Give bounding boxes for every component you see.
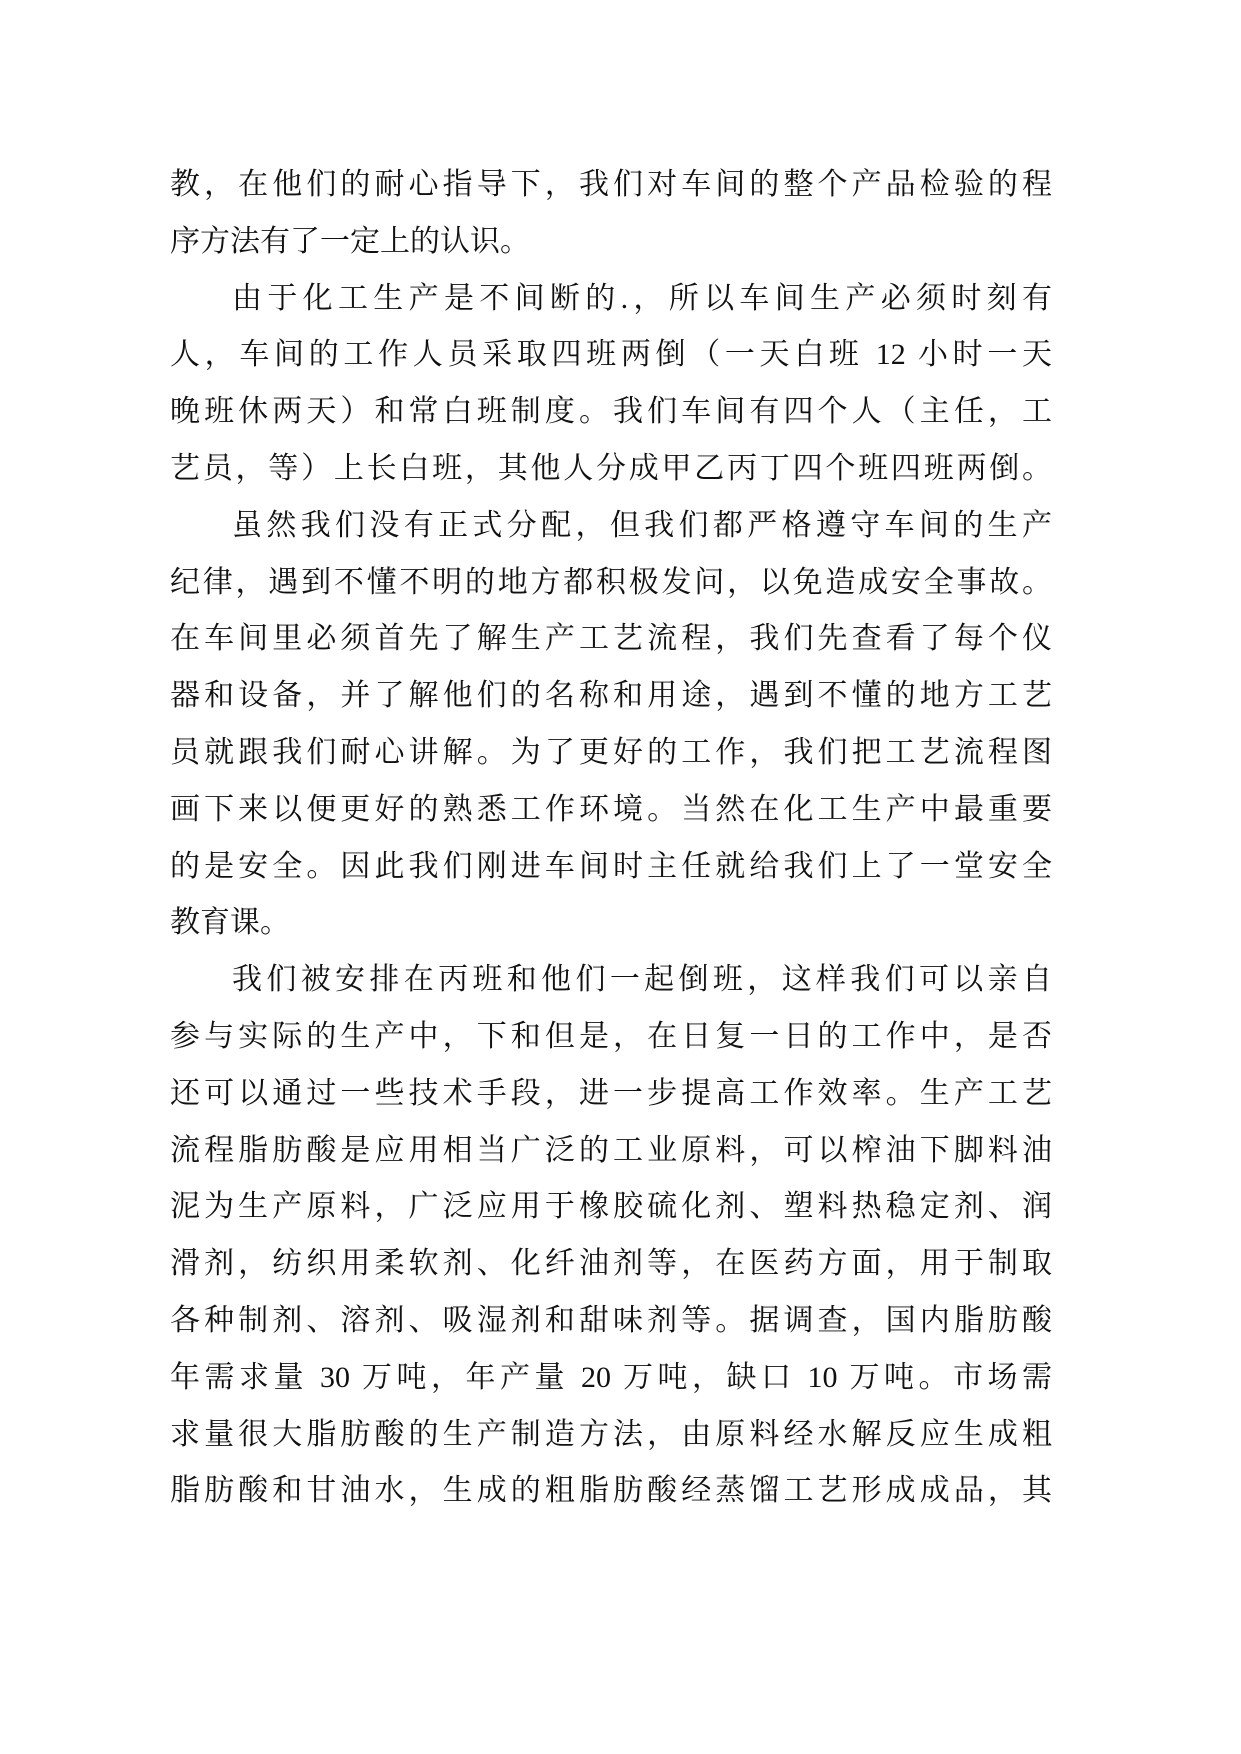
text-line: 流程脂肪酸是应用相当广泛的工业原料，可以榨油下脚料油: [170, 1133, 1052, 1167]
paragraph-continued: [170, 157, 1052, 271]
paragraph-production-process: [170, 952, 1052, 1520]
text-line: 教育课。: [170, 906, 290, 940]
text-line: 晚班休两天）和常白班制度。我们车间有四个人（主任，工: [170, 395, 1052, 429]
text-line: 虽然我们没有正式分配，但我们都严格遵守车间的生产: [232, 508, 1052, 542]
text-line: 器和设备，并了解他们的名称和用途，遇到不懂的地方工艺: [170, 679, 1052, 713]
text-line: 我们被安排在丙班和他们一起倒班，这样我们可以亲自: [232, 963, 1052, 997]
paragraph-shift-schedule: [170, 271, 1052, 498]
text-line: 脂肪酸和甘油水，生成的粗脂肪酸经蒸馏工艺形成成品，其: [170, 1474, 1052, 1508]
text-line: 艺员，等）上长白班，其他人分成甲乙丙丁四个班四班两倒。: [170, 451, 1052, 485]
text-line: 在车间里必须首先了解生产工艺流程，我们先查看了每个仪: [170, 622, 1052, 656]
body-text: [170, 157, 1052, 1520]
text-line: 教，在他们的耐心指导下，我们对车间的整个产品检验的程: [170, 168, 1052, 201]
text-line: 年需求量 30 万吨，年产量 20 万吨，缺口 10 万吨。市场需: [170, 1360, 1052, 1394]
text-line: 滑剂，纺织用柔软剂、化纤油剂等，在医药方面，用于制取: [170, 1247, 1052, 1281]
text-line: 还可以通过一些技术手段，进一步提高工作效率。生产工艺: [170, 1076, 1052, 1110]
text-line: 画下来以便更好的熟悉工作环境。当然在化工生产中最重要: [170, 792, 1052, 826]
text-line: 的是安全。因此我们刚进车间时主任就给我们上了一堂安全: [170, 849, 1052, 883]
paragraph-safety: [170, 498, 1052, 952]
text-line: 人，车间的工作人员采取四班两倒（一天白班 12 小时一天: [170, 338, 1052, 372]
text-line: 参与实际的生产中，下和但是，在日复一日的工作中，是否: [170, 1019, 1052, 1053]
text-line: 求量很大脂肪酸的生产制造方法，由原料经水解反应生成粗: [170, 1417, 1052, 1451]
text-line: 员就跟我们耐心讲解。为了更好的工作，我们把工艺流程图: [170, 735, 1052, 769]
text-line: 序方法有了一定上的认识。: [170, 224, 530, 258]
text-line: 各种制剂、溶剂、吸湿剂和甜味剂等。据调查，国内脂肪酸: [170, 1303, 1052, 1337]
text-line: 由于化工生产是不间断的.，所以车间生产必须时刻有: [232, 281, 1052, 315]
text-line: 纪律，遇到不懂不明的地方都积极发问，以免造成安全事故。: [170, 565, 1052, 599]
text-line: 泥为生产原料，广泛应用于橡胶硫化剂、塑料热稳定剂、润: [170, 1190, 1052, 1224]
